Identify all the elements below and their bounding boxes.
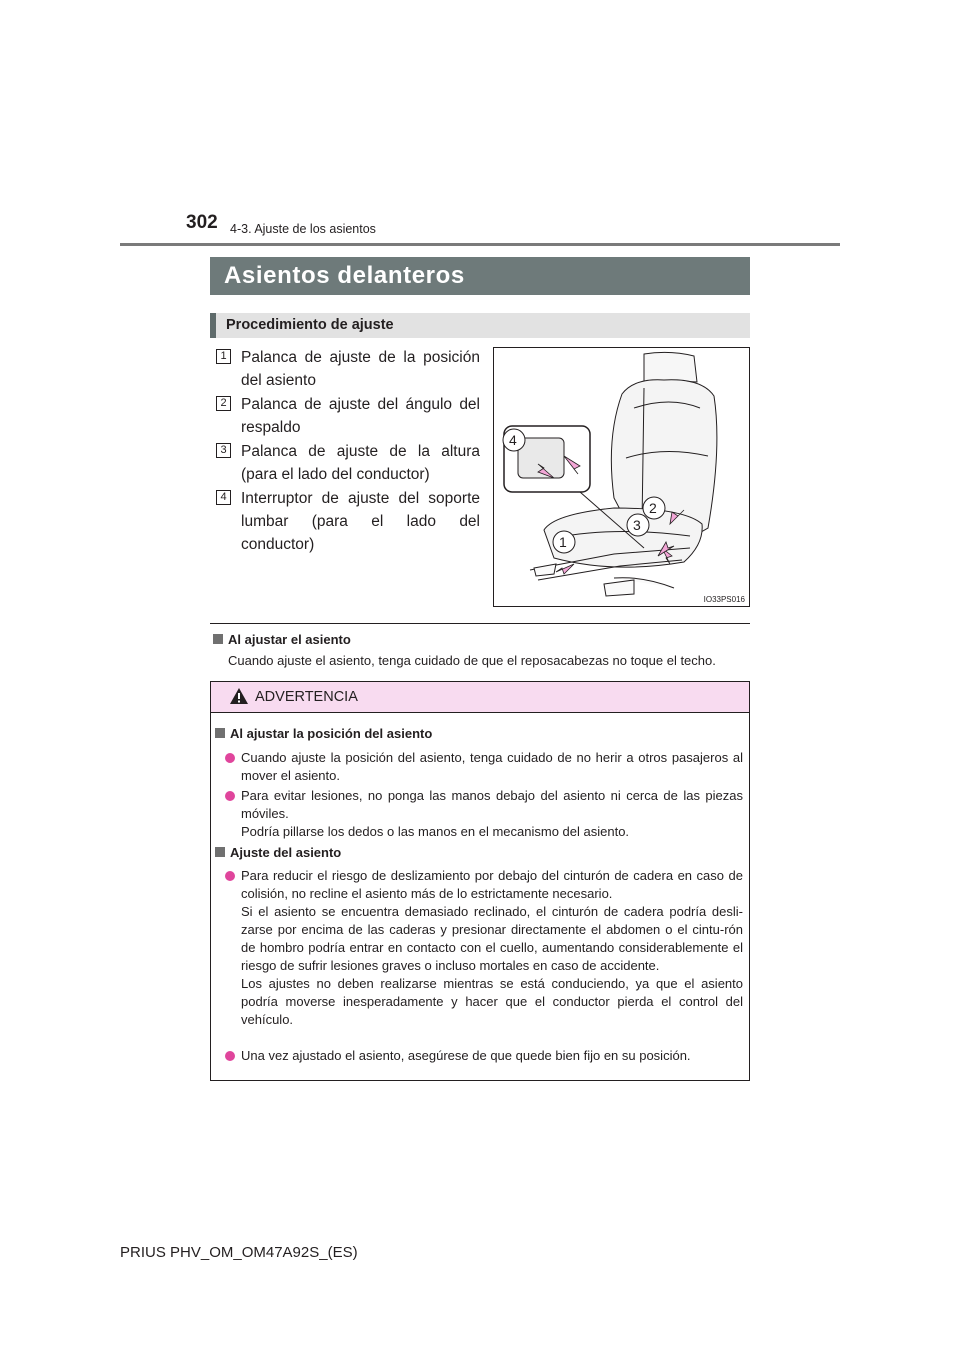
bullet-text: Podría pillarse los dedos o las manos en el mecanismo del asiento.: [241, 824, 630, 839]
warning-bullet: [225, 867, 743, 1029]
bullet-dot-icon: [225, 791, 235, 801]
bullet-text: Una vez ajustado el asiento, asegúrese de que quede bien fijo en su posición.: [241, 1048, 691, 1063]
warning-bullet: [225, 787, 743, 841]
item-text: Palanca de ajuste de la altura (para el lado del conductor): [241, 443, 480, 483]
warning-header: [211, 682, 749, 713]
callout-1: 1: [559, 534, 567, 550]
square-bullet-icon: [215, 847, 225, 857]
section-subtitle: Procedimiento de ajuste: [210, 313, 750, 338]
bullet-text: Cuando ajuste la posición del asiento, tenga cuidado de no herir a otros pasajeros al mover el asiento.: [241, 750, 743, 783]
heading-text: Ajuste del asiento: [230, 845, 342, 860]
item-number: 1: [216, 349, 231, 364]
warning-bullet: [225, 1047, 743, 1065]
heading-text: Al ajustar la posición del asiento: [230, 726, 433, 741]
item-text: Palanca de ajuste de la posición del asiento: [241, 349, 480, 389]
warning-icon: [229, 687, 249, 705]
callout-3: 3: [633, 517, 641, 533]
page-title: Asientos delanteros: [210, 257, 750, 295]
item-number: 4: [216, 490, 231, 505]
warning-section-heading: [215, 726, 432, 741]
section-label: 4-3. Ajuste de los asientos: [230, 222, 376, 236]
note-heading-text: Al ajustar el asiento: [228, 632, 351, 647]
list-item: [216, 346, 480, 392]
bullet-dot-icon: [225, 753, 235, 763]
square-bullet-icon: [213, 634, 223, 644]
bullet-text: Para reducir el riesgo de deslizamiento por debajo del cinturón de cadera en caso de colisión, no recline el asiento más de lo estrictamente necesario.: [241, 868, 743, 901]
bullet-dot-icon: [225, 1051, 235, 1061]
warning-box: [210, 681, 750, 1081]
note-text: Cuando ajuste el asiento, tenga cuidado de que el reposacabezas no toque el techo.: [228, 653, 716, 668]
bullet-text: Si el asiento se encuentra demasiado reclinado, el cinturón de cadera podría desli-zarse por encima de las caderas y presionar directamente el abdomen o el cintu-rón de hombro podría entrar en contacto con el cuello, aumentando considerablemente el riesgo de sufrir lesiones graves o incluso mortales en caso de accidente.: [241, 904, 743, 973]
list-item: [216, 487, 480, 556]
bullet-text: Los ajustes no deben realizarse mientras se está conduciendo, ya que el asiento podría moverse inesperadamente y hacer que el conductor pierda el control del vehículo.: [241, 976, 743, 1027]
warning-title: ADVERTENCIA: [255, 689, 358, 705]
item-number: 2: [216, 396, 231, 411]
bullet-dot-icon: [225, 871, 235, 881]
divider: [210, 623, 750, 624]
item-text: Palanca de ajuste del ángulo del respaldo: [241, 396, 480, 436]
list-item: [216, 393, 480, 439]
seat-illustration: [494, 348, 749, 606]
item-number: 3: [216, 443, 231, 458]
callout-4: 4: [509, 432, 517, 448]
item-text: Interruptor de ajuste del soporte lumbar (para el lado del conductor): [241, 490, 480, 553]
list-item: [216, 440, 480, 486]
figure-code: IO33PS016: [703, 595, 745, 604]
seat-figure: [493, 347, 750, 607]
callout-2: 2: [649, 500, 657, 516]
square-bullet-icon: [215, 728, 225, 738]
bullet-text: Para evitar lesiones, no ponga las manos debajo del asiento ni cerca de las piezas móviles.: [241, 788, 743, 821]
note-heading: [213, 632, 351, 647]
footer-code: PRIUS PHV_OM_OM47A92S_(ES): [120, 1244, 358, 1261]
warning-section-heading: [215, 845, 341, 860]
page-number: 302: [186, 212, 218, 233]
warning-bullet: [225, 749, 743, 785]
header-rule: [120, 243, 840, 246]
